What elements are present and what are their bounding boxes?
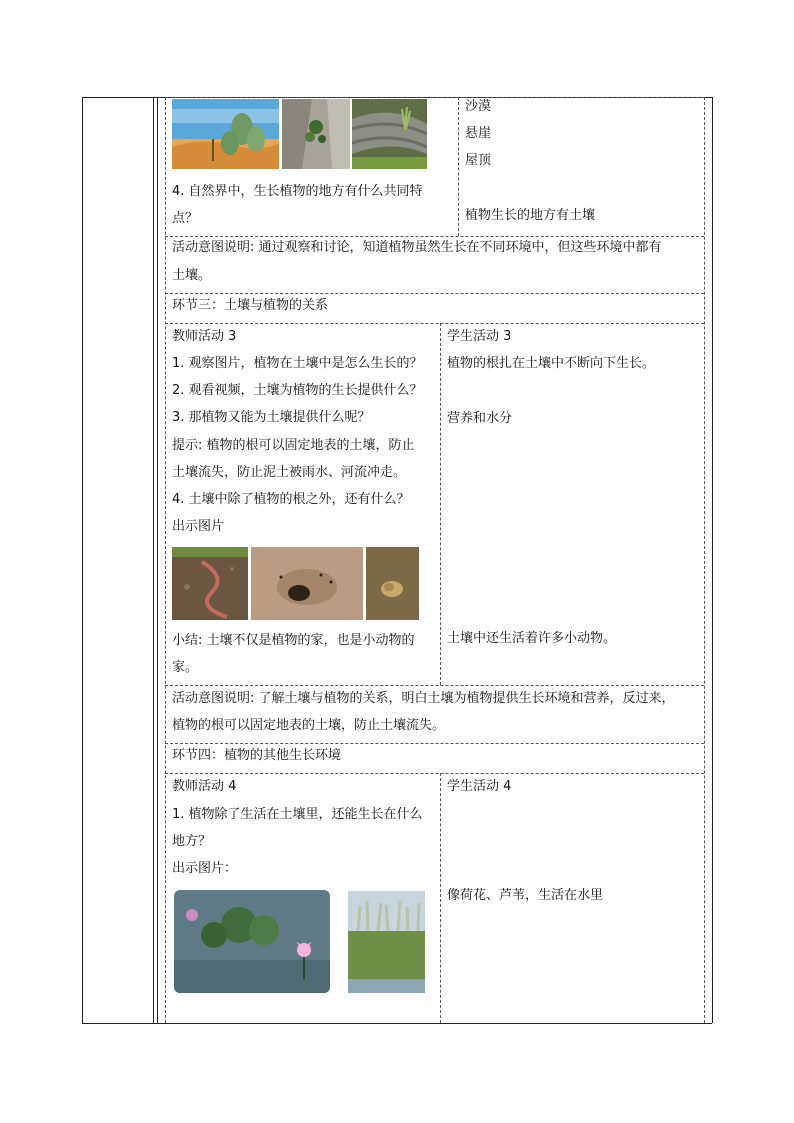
teacher-3-line: 3. 那植物又能为土壤提供什么呢？ [172,410,371,425]
table-bottom-border [82,1023,712,1024]
row-rule [165,323,704,324]
snail-shell-image [366,547,419,620]
teacher-3-line: 出示图片 [172,519,225,534]
environment-item-cliff: 悬崖 [465,126,492,141]
col-separator [458,97,459,236]
teacher-3-line: 1. 观察图片，植物在土壤中是怎么生长的？ [172,356,423,371]
teacher-activity-3-title: 教师活动 3 [172,329,237,344]
section-3-header: 环节三：土壤与植物的关系 [172,298,329,313]
answer-4: 植物生长的地方有土壤 [465,208,596,223]
summary-3-line-2: 家。 [172,660,199,675]
student-3-answer: 植物的根扎在土壤中不断向下生长。 [447,356,656,371]
teacher-3-line: 2. 观看视频，土壤为植物的生长提供什么？ [172,383,423,398]
ant-nest-image [251,547,363,620]
inner-right-dashed [704,97,705,1023]
teacher-4-line: 出示图片： [172,861,238,876]
teacher-3-line: 土壤流失，防止泥土被雨水、河流冲走。 [172,465,407,480]
question-4-line-2: 点？ [172,211,199,226]
intent-2-line-1: 活动意图说明: 了解土壤与植物的关系，明白土壤为植物提供生长环境和营养，反过来， [172,691,675,706]
teacher-4-line: 1. 植物除了生活在土壤里，还能生长在什么 [172,807,423,822]
roof-grass-image [352,99,427,169]
teacher-4-line: 地方？ [172,834,212,849]
summary-3-line-1: 小结: 土壤不仅是植物的家，也是小动物的 [172,633,415,648]
student-4-answer: 像荷花、芦苇，生活在水里 [447,888,604,903]
question-4-line-1: 4. 自然界中，生长植物的地方有什么共同特 [172,184,423,199]
teacher-3-line: 提示: 植物的根可以固定地表的土壤，防止 [172,438,415,453]
table-left-border [82,97,83,1023]
table-col-divider [153,97,154,1023]
student-activity-4-title: 学生活动 4 [447,779,512,794]
intent-2-line-2: 植物的根可以固定地表的土壤，防止土壤流失。 [172,718,446,733]
environment-item-roof: 屋顶 [465,153,492,168]
environment-item-desert: 沙漠 [465,99,492,114]
row-rule [165,773,704,774]
col-separator [440,773,441,1023]
student-3-answer: 营养和水分 [447,411,513,426]
cliff-plant-image [282,99,350,169]
intent-1-line-2: 土壤。 [172,268,212,283]
lotus-image [174,890,330,993]
teacher-activity-4-title: 教师活动 4 [172,779,237,794]
row-rule [165,97,704,98]
student-activity-3-title: 学生活动 3 [447,329,512,344]
section-4-header: 环节四：植物的其他生长环境 [172,748,342,763]
intent-1-line-1: 活动意图说明: 通过观察和讨论，知道植物虽然生长在不同环境中，但这些环境中都有 [172,240,662,255]
reed-image [348,891,425,993]
table-right-border [712,97,713,1023]
desert-cactus-image [172,99,279,169]
earthworm-image [172,547,248,620]
col-separator [440,323,441,685]
table-col-divider-inner [157,97,158,1023]
student-3-answer: 土壤中还生活着许多小动物。 [447,631,617,646]
teacher-3-line: 4. 土壤中除了植物的根之外，还有什么？ [172,492,410,507]
